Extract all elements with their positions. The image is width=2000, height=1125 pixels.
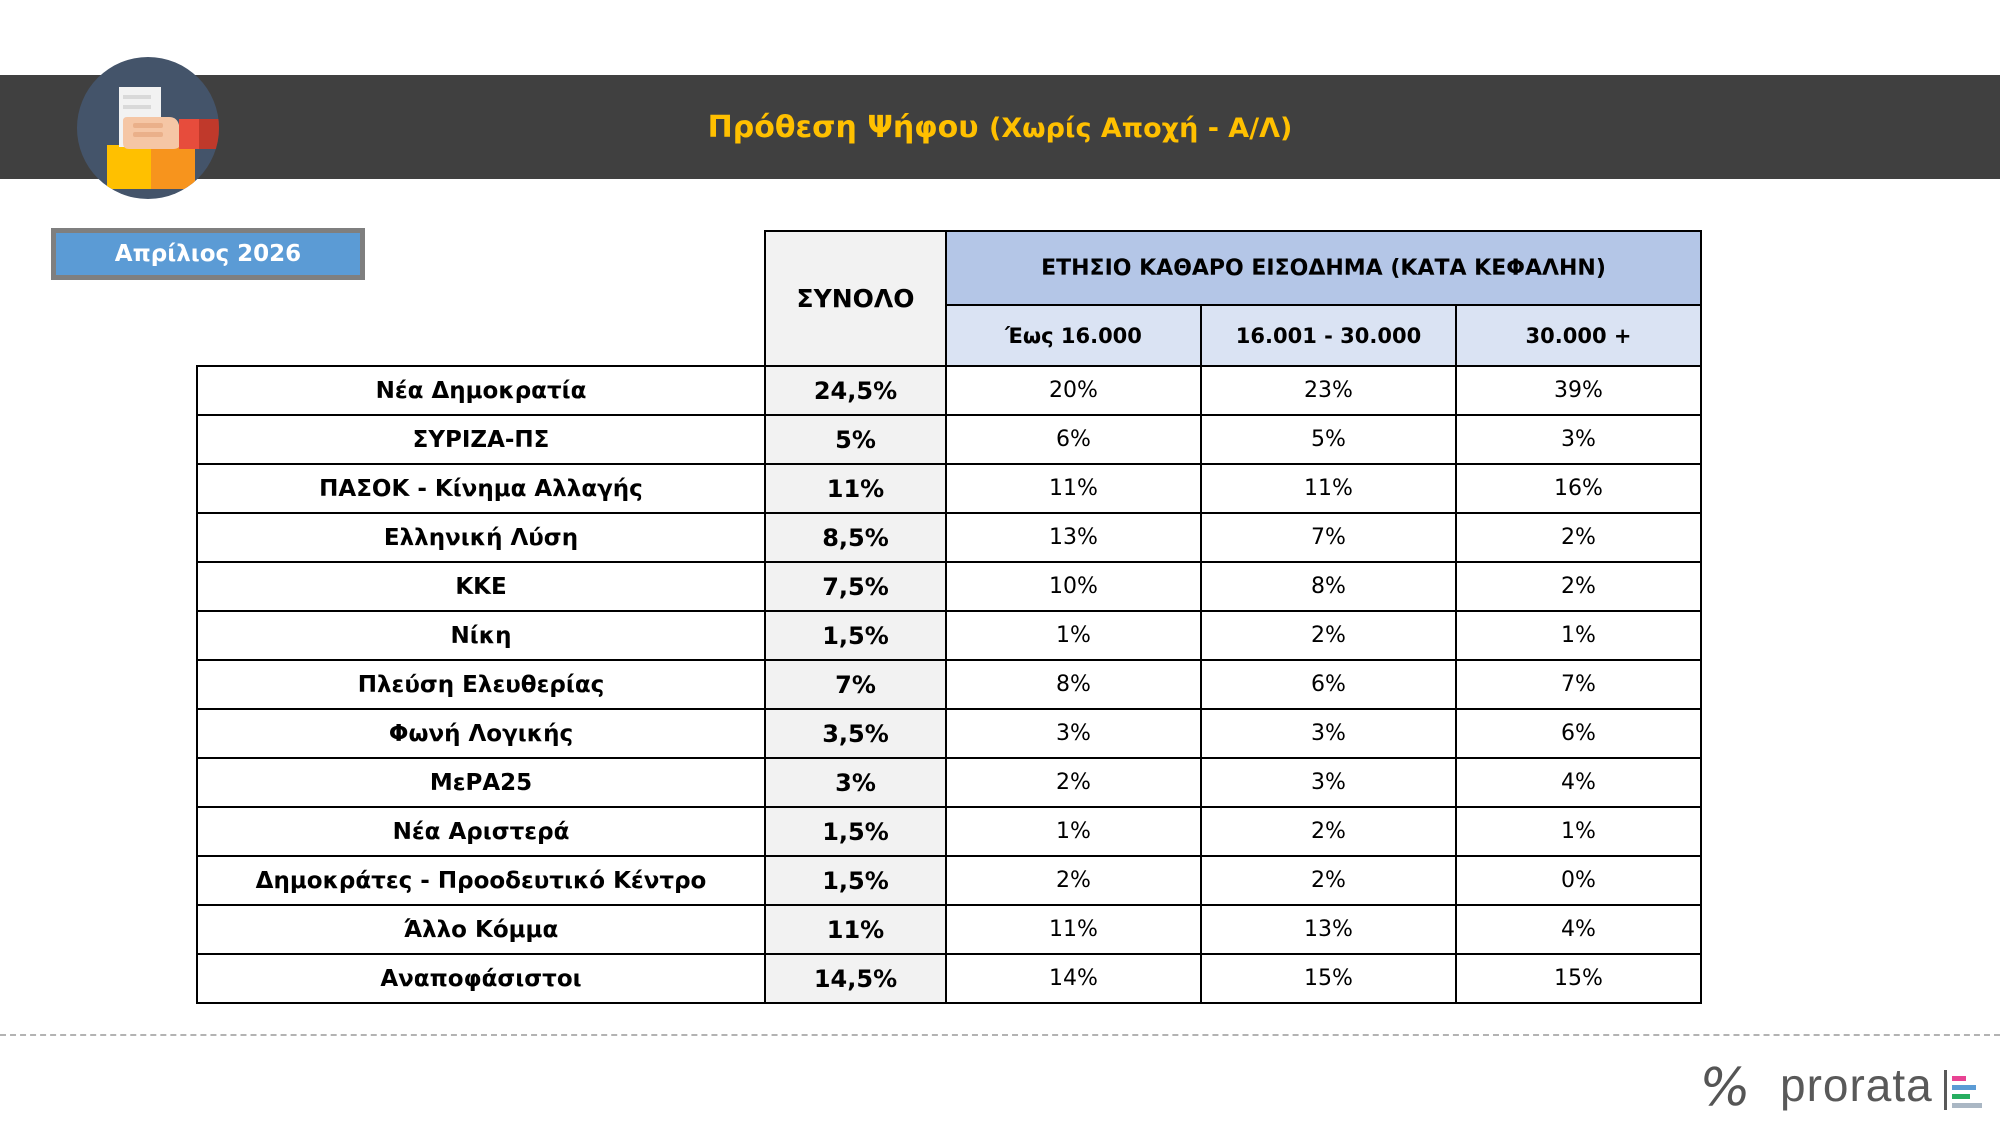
income-low-value: 13% [946,513,1201,562]
income-low-value: 3% [946,709,1201,758]
party-name: Νίκη [197,611,765,660]
income-low-value: 14% [946,954,1201,1003]
table-row [197,758,1701,807]
page-title [560,110,1440,145]
income-high-value: 3% [1456,415,1701,464]
table-row [197,905,1701,954]
income-high-value: 4% [1456,905,1701,954]
brand-bars-icon [1944,1070,1984,1110]
page-title-subtitle: (Χωρίς Αποχή - Α/Λ) [988,113,1293,144]
table-row [197,415,1701,464]
income-low-value: 2% [946,758,1201,807]
total-value: 14,5% [765,954,946,1003]
income-mid-value: 2% [1201,856,1456,905]
party-name: ΠΑΣΟΚ - Κίνημα Αλλαγής [197,464,765,513]
table-row [197,954,1701,1003]
party-name: Δημοκράτες - Προοδευτικό Κέντρο [197,856,765,905]
income-high-value: 1% [1456,611,1701,660]
total-value: 3,5% [765,709,946,758]
table-row [197,709,1701,758]
percent-icon: % [1695,1058,1754,1118]
income-group-header: ΕΤΗΣΙΟ ΚΑΘΑΡΟ ΕΙΣΟΔΗΜΑ (ΚΑΤΑ ΚΕΦΑΛΗΝ) [946,231,1701,305]
party-name: Νέα Δημοκρατία [197,366,765,415]
party-name: Πλεύση Ελευθερίας [197,660,765,709]
month-badge-label: Απρίλιος 2026 [114,241,302,267]
column-header-income-high: 30.000 + [1456,305,1701,366]
party-name: ΣΥΡΙΖΑ-ΠΣ [197,415,765,464]
income-low-value: 8% [946,660,1201,709]
footer-divider [0,1034,2000,1036]
income-mid-value: 13% [1201,905,1456,954]
income-mid-value: 23% [1201,366,1456,415]
income-mid-value: 2% [1201,807,1456,856]
income-mid-value: 15% [1201,954,1456,1003]
income-low-value: 20% [946,366,1201,415]
income-low-value: 1% [946,611,1201,660]
income-low-value: 6% [946,415,1201,464]
income-mid-value: 3% [1201,709,1456,758]
table-row [197,513,1701,562]
income-low-value: 11% [946,905,1201,954]
total-value: 24,5% [765,366,946,415]
income-high-value: 7% [1456,660,1701,709]
total-value: 5% [765,415,946,464]
table-row [197,366,1701,415]
income-high-value: 6% [1456,709,1701,758]
party-name: Άλλο Κόμμα [197,905,765,954]
table-corner [197,231,765,366]
party-name: Φωνή Λογικής [197,709,765,758]
income-low-value: 11% [946,464,1201,513]
total-value: 11% [765,905,946,954]
income-results-table [196,230,1702,1004]
table-row [197,856,1701,905]
table-row [197,807,1701,856]
ballot-box-icon [77,57,219,199]
income-high-value: 15% [1456,954,1701,1003]
total-value: 11% [765,464,946,513]
party-name: ΚΚΕ [197,562,765,611]
income-mid-value: 8% [1201,562,1456,611]
page-title-main: Πρόθεση Ψήφου [707,110,979,145]
income-low-value: 10% [946,562,1201,611]
party-name: ΜεΡΑ25 [197,758,765,807]
total-value: 7% [765,660,946,709]
income-mid-value: 7% [1201,513,1456,562]
income-mid-value: 2% [1201,611,1456,660]
income-low-value: 1% [946,807,1201,856]
table-row [197,562,1701,611]
total-value: 1,5% [765,611,946,660]
total-value: 8,5% [765,513,946,562]
column-header-income-mid: 16.001 - 30.000 [1201,305,1456,366]
table-row [197,660,1701,709]
table-row [197,611,1701,660]
income-high-value: 4% [1456,758,1701,807]
party-name: Ελληνική Λύση [197,513,765,562]
total-column-header: ΣΥΝΟΛΟ [765,231,946,366]
total-value: 1,5% [765,856,946,905]
income-mid-value: 6% [1201,660,1456,709]
brand-logo: prorata [1780,1059,1933,1111]
income-low-value: 2% [946,856,1201,905]
column-header-income-low: Έως 16.000 [946,305,1201,366]
income-high-value: 16% [1456,464,1701,513]
income-high-value: 1% [1456,807,1701,856]
income-mid-value: 11% [1201,464,1456,513]
party-name: Αναποφάσιστοι [197,954,765,1003]
income-high-value: 39% [1456,366,1701,415]
income-high-value: 2% [1456,562,1701,611]
total-value: 7,5% [765,562,946,611]
income-high-value: 0% [1456,856,1701,905]
table-row [197,464,1701,513]
income-high-value: 2% [1456,513,1701,562]
total-value: 1,5% [765,807,946,856]
total-value: 3% [765,758,946,807]
income-mid-value: 3% [1201,758,1456,807]
party-name: Νέα Αριστερά [197,807,765,856]
income-mid-value: 5% [1201,415,1456,464]
